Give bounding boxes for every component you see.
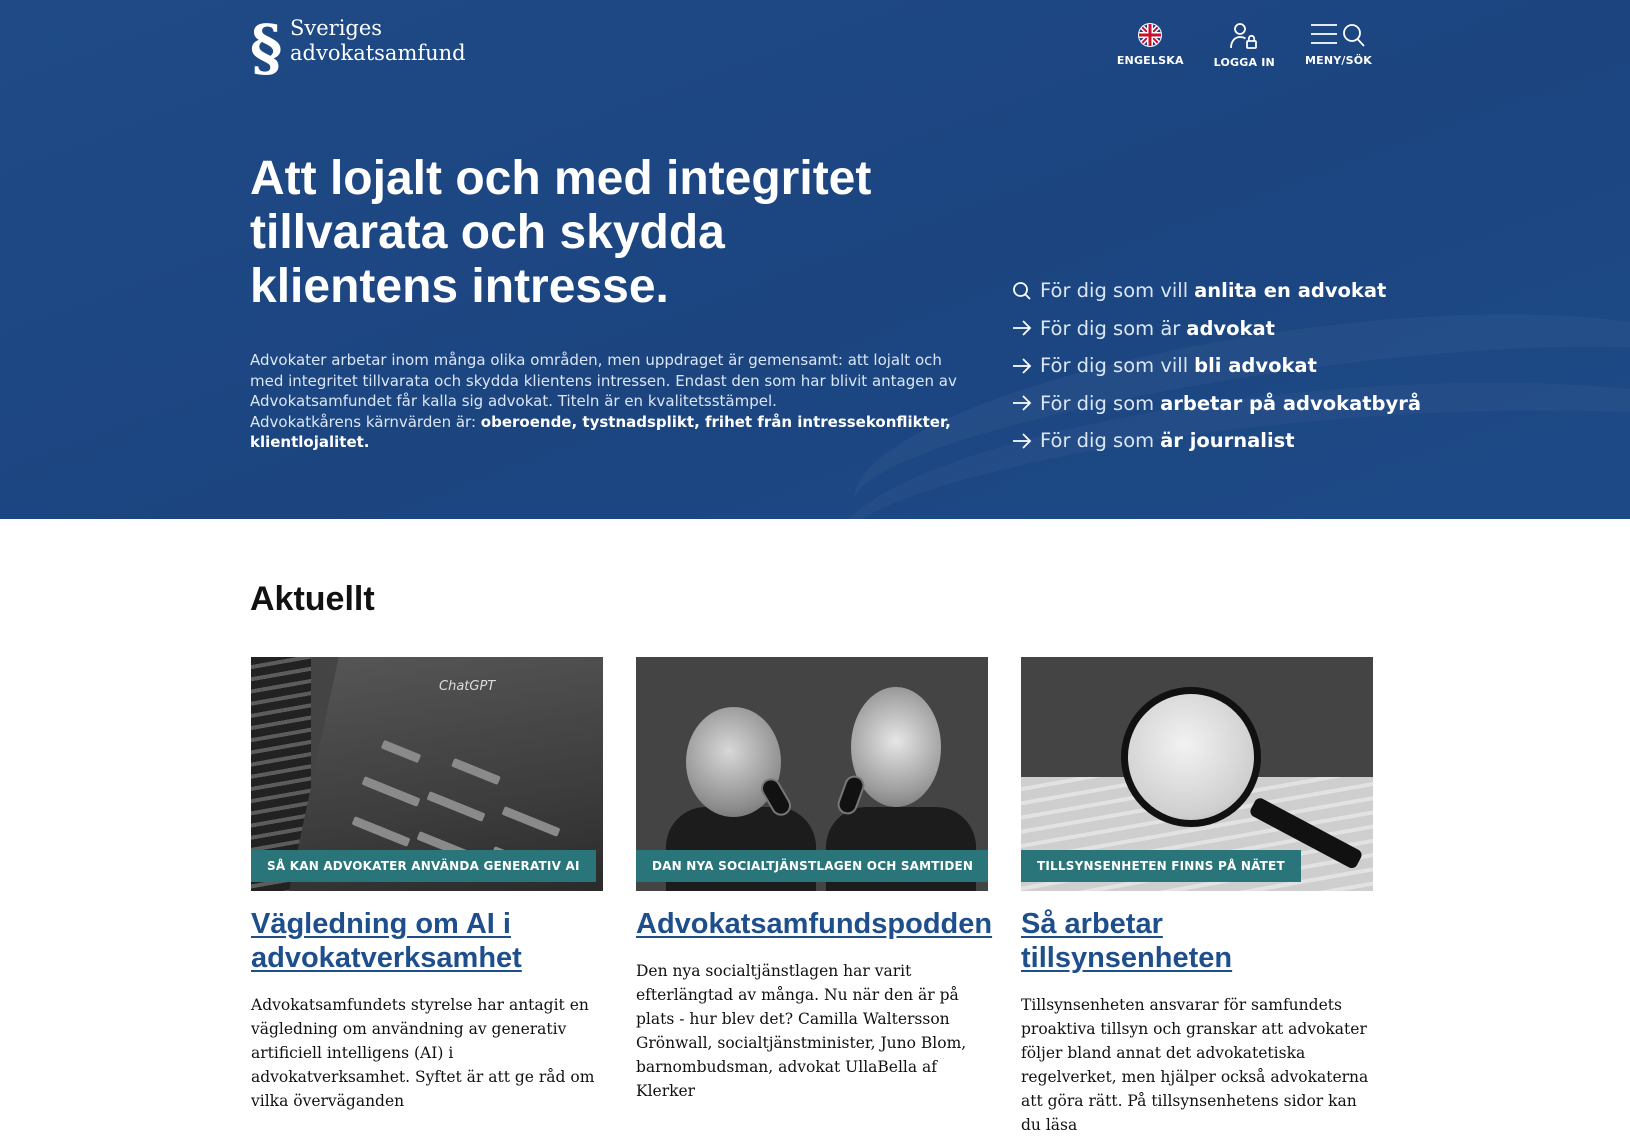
user-lock-icon [1229,22,1259,50]
news-card-image[interactable] [636,657,988,891]
news-card-title-link[interactable]: Vägledning om AI i advokatverksamhet [251,908,522,974]
audience-link-become-lawyer[interactable] [1012,347,1421,385]
audience-lead: För dig som [1040,429,1155,453]
news-card-image[interactable] [251,657,603,891]
audience-link-hire-lawyer[interactable] [1012,272,1421,310]
logo-wordmark [290,16,466,66]
audience-lead: För dig som vill [1040,279,1189,303]
audience-target: anlita en advokat [1194,279,1387,303]
menu-search-label: MENY/SÖK [1304,54,1372,67]
news-card-image[interactable] [1021,657,1373,891]
login-label: LOGGA IN [1213,56,1275,69]
logo-line-2: advokatsamfund [290,41,466,65]
logo-line-1: Sveriges [290,16,383,40]
audience-target: bli advokat [1194,354,1317,378]
arrow-right-icon [1012,395,1040,411]
menu-search-icon [1310,22,1366,48]
core-values-lead: Advokatkårens kärnvärden är: [250,412,477,431]
paragraph-logo-icon: § [250,11,283,84]
audience-link-journalist[interactable] [1012,422,1421,460]
audience-link-lawyer[interactable] [1012,310,1421,348]
arrow-right-icon [1012,320,1040,336]
search-icon [1012,281,1040,301]
news-card [636,657,993,1103]
site-logo[interactable] [250,11,466,84]
audience-target: är journalist [1160,429,1295,453]
hero-intro [250,350,970,453]
news-card-title-link[interactable]: Advokatsamfundspodden [636,908,993,940]
hero-intro-text: Advokater arbetar inom många olika områden, men uppdraget är gemensamt: att lojalt och med integritet tillvarata och skydda klientens intressen. Endast den som har blivit antagen av Advokatsamfundet får kalla sig advokat. Titeln är en kvalitetsstämpel. [250,351,957,410]
news-section-title: Aktuellt [250,580,375,618]
audience-target: advokat [1186,316,1275,340]
news-card [1021,657,1373,1137]
english-label: ENGELSKA [1116,54,1184,67]
uk-flag-icon [1137,22,1163,48]
core-values: oberoende, tystnadsplikt, frihet från intressekonflikter, klientlojalitet. [250,412,951,451]
audience-lead: För dig som är [1040,316,1181,340]
arrow-right-icon [1012,358,1040,374]
image-caption-chatgpt: ChatGPT [439,679,496,694]
audience-link-law-firm-staff[interactable] [1012,385,1421,423]
menu-search-button[interactable] [1305,22,1372,69]
news-card-tag: DAN NYA SOCIALTJÄNSTLAGEN OCH SAMTIDEN [636,850,988,882]
audience-lead: För dig som [1040,391,1155,415]
news-card-excerpt: Advokatsamfundets styrelse har antagit en vägledning om användning av generativ artificiell intelligens (AI) i advokatverksamhet. Syftet är att ge råd om vilka överväganden [251,996,595,1110]
top-navigation [1117,22,1372,69]
audience-lead: För dig som vill [1040,354,1189,378]
hero-banner [0,0,1630,519]
audience-links [1012,272,1421,460]
person-head [851,687,941,807]
login-button[interactable] [1214,22,1275,69]
magnifying-glass-icon [1121,687,1261,827]
arrow-right-icon [1012,433,1040,449]
hero-title: Att lojalt och med integritet tillvarata och skydda klientens intresse. [250,152,872,313]
news-card [251,657,603,1113]
news-card-title-link[interactable]: Så arbetar tillsynsenheten [1021,908,1233,974]
news-card-excerpt: Tillsynsenheten ansvarar för samfundets proaktiva tillsyn och granskar att advokater följer bland annat det advokatetiska regelverket, men hjälper också advokaterna att göra rätt. På tillsynsenhetens sidor kan du läsa [1021,996,1369,1134]
news-card-tag: SÅ KAN ADVOKATER ANVÄNDA GENERATIV AI [251,850,596,882]
news-card-excerpt: Den nya socialtjänstlagen har varit efterlängtad av många. Nu när den är på plats - hur blev det? Camilla Waltersson Grönwall, socialtjänstminister, Juno Blom, barnombudsman, advokat UllaBella af Klerker [636,962,967,1100]
language-english-button[interactable] [1117,22,1184,69]
news-card-tag: TILLSYNSENHETEN FINNS PÅ NÄTET [1021,850,1301,882]
audience-target: arbetar på advokatbyrå [1160,391,1421,415]
